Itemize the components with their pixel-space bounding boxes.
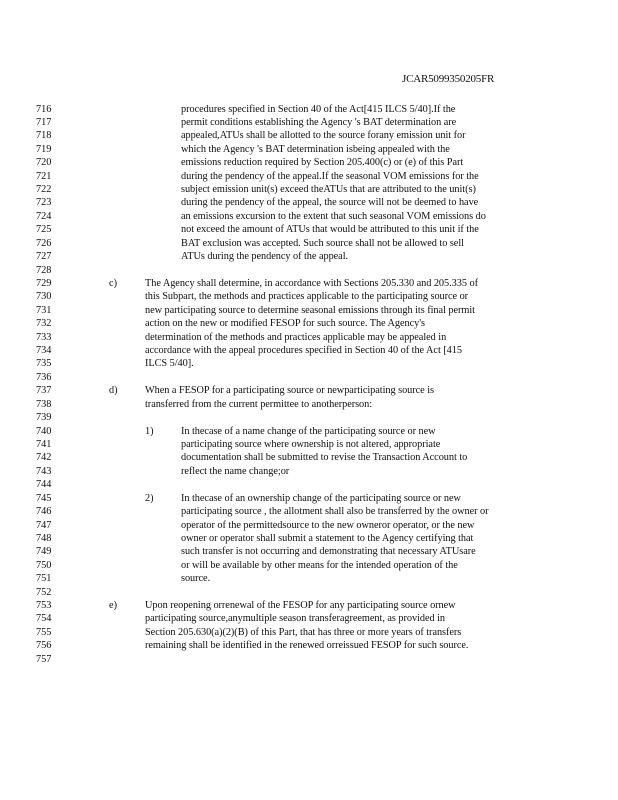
- text-line: this Subpart, the methods and practices applicable to the participating source or: [145, 291, 469, 303]
- line-number: 751: [36, 573, 52, 585]
- paragraph-label: c): [109, 277, 117, 289]
- text-line: not exceed the amount of ATUs that would be attributed to this unit if the: [181, 224, 479, 236]
- line-number: 729: [36, 277, 52, 289]
- line-number: 731: [36, 304, 52, 316]
- line-number: 726: [36, 237, 52, 249]
- text-line: determination of the methods and practices applicable may be appealed in: [145, 331, 447, 343]
- text-line: such transfer is not occurring and demonstrating that necessary ATUsare: [181, 546, 476, 558]
- text-line: participating source,anymultiple season transferagreement, as provided in: [145, 613, 446, 625]
- text-line: new participating source to determine seasonal emissions through its final permit: [145, 304, 475, 316]
- text-line: which the Agency 's BAT determination isbeing appealed with the: [181, 143, 450, 155]
- text-line: Upon reopening orrenewal of the FESOP for any participating source ornew: [145, 600, 456, 612]
- line-number: 717: [36, 116, 52, 128]
- line-number: 720: [36, 157, 52, 169]
- text-line: In thecase of a name change of the participating source or new: [181, 425, 436, 437]
- text-line: reflect the name change;or: [181, 465, 290, 477]
- document-header: JCAR5099350205FR: [402, 73, 495, 85]
- line-number: 741: [36, 439, 52, 450]
- text-line: accordance with the appeal procedures specified in Section 40 of the Act [415: [145, 345, 462, 357]
- text-line: during the pendency of the appeal.If the seasonal VOM emissions for the: [181, 170, 479, 182]
- line-number: 756: [36, 640, 52, 652]
- line-number: 752: [36, 586, 52, 598]
- line-number: 742: [36, 452, 52, 464]
- text-line: source.: [181, 573, 211, 585]
- line-number: 748: [36, 532, 52, 544]
- text-line: transferred from the current permittee to anotherperson:: [145, 398, 373, 410]
- line-number: 753: [36, 600, 52, 612]
- line-number: 739: [36, 412, 52, 424]
- paragraph-label: 1): [145, 425, 154, 437]
- text-line: emissions reduction required by Section 205.400(c) or (e) of this Part: [181, 157, 464, 169]
- text-line: participating source where ownership is not altered, appropriate: [181, 439, 441, 450]
- paragraph-label: 2): [145, 492, 154, 504]
- line-number: 734: [36, 345, 52, 357]
- line-number: 737: [36, 385, 52, 397]
- line-number: 727: [36, 251, 52, 263]
- line-number: 747: [36, 519, 52, 531]
- text-line: ILCS 5/40].: [145, 358, 194, 370]
- text-line: The Agency shall determine, in accordance with Sections 205.330 and 205.335 of: [145, 277, 478, 289]
- line-number: 723: [36, 197, 52, 209]
- text-line: participating source , the allotment shall also be transferred by the owner or: [181, 506, 489, 518]
- text-line: operator of the permittedsource to the new owneror operator, or the new: [181, 519, 475, 531]
- line-number: 735: [36, 358, 52, 370]
- line-number: 733: [36, 331, 52, 343]
- line-number: 728: [36, 264, 52, 276]
- line-number: 736: [36, 371, 52, 383]
- text-line: owner or operator shall submit a statement to the Agency certifying that: [181, 532, 474, 544]
- text-line: When a FESOP for a participating source or newparticipating source is: [145, 385, 434, 397]
- line-number: 743: [36, 465, 52, 477]
- text-line: during the pendency of the appeal, the source will not be deemed to have: [181, 197, 479, 209]
- line-number: 732: [36, 318, 52, 330]
- line-number: 749: [36, 546, 52, 558]
- text-line: permit conditions establishing the Agency 's BAT determination are: [181, 116, 457, 128]
- line-number: 750: [36, 559, 52, 571]
- text-line: appealed,ATUs shall be allotted to the source forany emission unit for: [181, 130, 466, 142]
- line-number: 755: [36, 626, 52, 638]
- line-number: 718: [36, 130, 52, 142]
- text-line: procedures specified in Section 40 of the Act[415 ILCS 5/40].If the: [181, 103, 456, 115]
- text-line: remaining shall be identified in the renewed orreissued FESOP for such source.: [145, 640, 469, 652]
- text-line: BAT exclusion was accepted. Such source shall not be allowed to sell: [181, 237, 464, 249]
- line-number: 754: [36, 613, 52, 625]
- text-line: action on the new or modified FESOP for such source. The Agency's: [145, 318, 426, 330]
- text-line: Section 205.630(a)(2)(B) of this Part, that has three or more years of transfers: [145, 626, 462, 638]
- line-number: 738: [36, 398, 52, 410]
- line-number: 721: [36, 170, 52, 182]
- line-number: 722: [36, 184, 52, 196]
- text-line: subject emission unit(s) exceed theATUs that are attributed to the unit(s): [181, 184, 476, 196]
- line-number: 719: [36, 143, 52, 155]
- paragraph-label: e): [109, 600, 117, 612]
- line-number: 716: [36, 103, 52, 115]
- paragraph-label: d): [109, 385, 118, 397]
- line-number: 740: [36, 425, 52, 437]
- line-number: 757: [36, 653, 52, 665]
- text-line: or will be available by other means for the intended operation of the: [181, 559, 458, 571]
- text-line: an emissions excursion to the extent that such seasonal VOM emissions do: [181, 210, 486, 222]
- line-number: 725: [36, 224, 52, 236]
- line-number: 724: [36, 210, 52, 222]
- line-number: 746: [36, 506, 52, 518]
- line-number: 730: [36, 291, 52, 303]
- text-line: documentation shall be submitted to revise the Transaction Account to: [181, 452, 468, 464]
- line-number: 744: [36, 479, 52, 491]
- line-number: 745: [36, 492, 52, 504]
- text-line: ATUs during the pendency of the appeal.: [181, 251, 349, 263]
- text-line: In thecase of an ownership change of the participating source or new: [181, 492, 461, 504]
